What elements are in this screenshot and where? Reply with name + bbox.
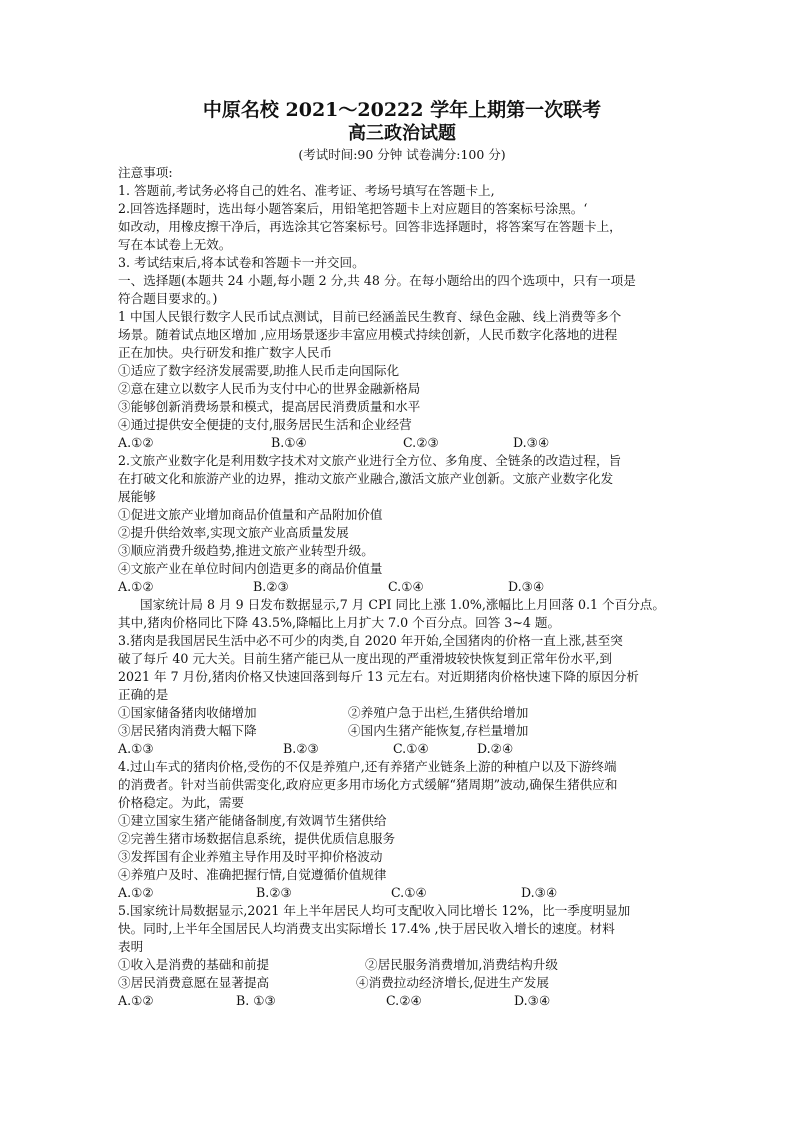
question-stem: 场景。随着试点地区增加 ,应用场景逐步丰富应用模式持续创新，人民币数字化落地的进程 bbox=[118, 327, 618, 342]
note-line: 写在本试卷上无效。 bbox=[118, 237, 232, 252]
option-d: D.②④ bbox=[477, 741, 514, 756]
option-d: D.③④ bbox=[521, 885, 558, 900]
question-item: ②提升供给效率,实现文旅产业高质量发展 bbox=[118, 525, 349, 540]
option-c: C.②③ bbox=[403, 435, 439, 450]
question-item: ④国内生猪产能恢复,存栏量增加 bbox=[348, 723, 529, 738]
answer-options bbox=[118, 578, 678, 596]
question-3 bbox=[118, 632, 678, 758]
note-line: 如改动，用橡皮擦干净后，再选涂其它答案标号。回答非选择题时，将答案写在答题卡上， bbox=[118, 219, 622, 234]
section-heading bbox=[118, 272, 678, 308]
answer-options bbox=[118, 740, 678, 758]
question-item: ④通过提供安全便捷的支付,服务居民生活和企业经营 bbox=[118, 417, 412, 432]
question-item-row bbox=[118, 722, 678, 740]
note-line: 1. 答题前,考试务必将自己的姓名、准考证、考场号填写在答题卡上, bbox=[118, 183, 495, 198]
option-b: B. ①③ bbox=[236, 993, 276, 1008]
material bbox=[118, 596, 678, 632]
option-c: C.①④ bbox=[393, 741, 429, 756]
exam-page bbox=[118, 98, 678, 1010]
note-line: 2.回答选择题时，选出每小题答案后，用铅笔把答题卡上对应题目的答案标号涂黑。‘ bbox=[118, 201, 588, 216]
question-stem: 3.猪肉是我国居民生活中必不可少的肉类,自 2020 年开始,全国猪肉的价格一直上涨,甚至突 bbox=[118, 633, 623, 648]
question-4 bbox=[118, 758, 678, 902]
question-1 bbox=[118, 308, 678, 452]
question-item: ①收入是消费的基础和前提 bbox=[118, 957, 270, 972]
question-stem: 在打破文化和旅游产业的边界，推动文旅产业融合,激活文旅产业创新。文旅产业数字化发 bbox=[118, 471, 614, 486]
question-stem: 2.文旅产业数字化是利用数字技术对文旅产业进行全方位、多角度、全链条的改造过程，旨 bbox=[118, 453, 622, 468]
question-item: ④文旅产业在单位时间内创造更多的商品价值量 bbox=[118, 561, 383, 576]
question-item: ④养殖户及时、准确把握行情,自觉遵循价值规律 bbox=[118, 867, 387, 882]
question-stem: 破了每斤 40 元大关。目前生猪产能已从一度出现的严重滑坡较快恢复到正常年份水平,到 bbox=[118, 651, 613, 666]
question-item: ②意在建立以数字人民币为支付中心的世界金融新格局 bbox=[118, 381, 421, 396]
question-stem: 4.过山车式的猪肉价格,受伤的不仅是养殖户,还有养猪产业链条上游的种植户以及下游终端 bbox=[118, 759, 617, 774]
exam-title: 中原名校 2021～20222 学年上期第一次联考 bbox=[202, 99, 602, 121]
option-a: A.①② bbox=[118, 435, 154, 450]
question-item: ②完善生猪市场数据信息系统，提供优质信息服务 bbox=[118, 831, 396, 846]
option-a: A.①② bbox=[118, 579, 154, 594]
option-b: B.②③ bbox=[253, 579, 289, 594]
question-item-row bbox=[118, 974, 678, 992]
question-item: ①建立国家生猪产能储备制度,有效调节生猪供给 bbox=[118, 813, 387, 828]
question-stem: 价格稳定。为此，需要 bbox=[118, 795, 244, 810]
question-stem: 正在加快。央行研发和推广数字人民币 bbox=[118, 345, 333, 360]
option-d: D.③④ bbox=[514, 993, 551, 1008]
question-item-row bbox=[118, 956, 678, 974]
question-item: ①适应了数字经济发展需要,助推人民币走向国际化 bbox=[118, 363, 400, 378]
question-stem: 2021 年 7 月份,猪肉价格又快速回落到每斤 13 元左右。对近期猪肉价格快速下降的原因分析 bbox=[118, 669, 639, 684]
option-c: C.①④ bbox=[391, 885, 427, 900]
option-b: B.①④ bbox=[271, 435, 307, 450]
question-stem: 正确的是 bbox=[118, 687, 169, 702]
question-5 bbox=[118, 902, 678, 1010]
question-item-row bbox=[118, 704, 678, 722]
option-b: B.②③ bbox=[256, 885, 292, 900]
option-a: A.①② bbox=[118, 993, 154, 1008]
question-item: ①国家储备猪肉收储增加 bbox=[118, 705, 257, 720]
question-stem: 表明 bbox=[118, 939, 144, 954]
question-stem: 5.国家统计局数据显示,2021 年上半年居民人均可支配收入同比增长 12%，比一季度明显加 bbox=[118, 903, 631, 918]
material-line: 国家统计局 8 月 9 日发布数据显示,7 月 CPI 同比上涨 1.0%,涨幅比上月回落 0.1 个百分点。 bbox=[140, 597, 665, 612]
question-item: ③能够创新消费场景和模式，提高居民消费质量和水平 bbox=[118, 399, 421, 414]
option-d: D.③④ bbox=[508, 579, 545, 594]
option-b: B.②③ bbox=[283, 741, 319, 756]
exam-subject: 高三政治试题 bbox=[348, 123, 456, 144]
material-line: 其中,猪肉价格同比下降 43.5%,降幅比上月扩大 7.0 个百分点。回答 3~4 题。 bbox=[118, 615, 561, 630]
answer-options bbox=[118, 992, 678, 1010]
question-stem: 的消费者。针对当前供需变化,政府应更多用市场化方式缓解“猪周期”波动,确保生猪供应和 bbox=[118, 777, 618, 792]
note-line: 3. 考试结束后,将本试卷和答题卡一并交回。 bbox=[118, 255, 365, 270]
exam-info: (考试时间:90 分钟 试卷满分:100 分) bbox=[298, 147, 506, 162]
question-stem: 快。同时,上半年全国居民人均消费支出实际增长 17.4% ,快于居民收入增长的速度。材料 bbox=[118, 921, 615, 936]
section-line: 符合题目要求的。) bbox=[118, 291, 218, 306]
option-c: C.①④ bbox=[388, 579, 424, 594]
question-item: ②居民服务消费增加,消费结构升级 bbox=[365, 957, 558, 972]
question-item: ③居民消费意愿在显著提高 bbox=[118, 975, 270, 990]
question-item: ④消费拉动经济增长,促进生产发展 bbox=[356, 975, 549, 990]
notes bbox=[118, 164, 678, 272]
section-line: 一、选择题(本题共 24 小题,每小题 2 分,共 48 分。在每小题给出的四个选项中，只有一项是 bbox=[118, 273, 636, 288]
option-c: C.②④ bbox=[386, 993, 422, 1008]
question-item: ③发挥国有企业养殖主导作用及时平抑价格波动 bbox=[118, 849, 383, 864]
question-item: ③顺应消费升级趋势,推进文旅产业转型升级。 bbox=[118, 543, 374, 558]
question-item: ③居民猪肉消费大幅下降 bbox=[118, 723, 257, 738]
option-a: A.①② bbox=[118, 885, 154, 900]
option-d: D.③④ bbox=[513, 435, 550, 450]
option-a: A.①③ bbox=[118, 741, 154, 756]
question-2 bbox=[118, 452, 678, 596]
answer-options bbox=[118, 884, 678, 902]
question-item: ②养殖户急于出栏,生猪供给增加 bbox=[348, 705, 529, 720]
notes-heading: 注意事项: bbox=[118, 165, 173, 180]
answer-options bbox=[118, 434, 678, 452]
question-stem: 展能够 bbox=[118, 489, 156, 504]
question-stem: 1 中国人民银行数字人民币试点测试，目前已经涵盖民生教育、绿色金融、线上消费等多个 bbox=[118, 309, 622, 324]
question-item: ①促进文旅产业增加商品价值量和产品附加价值 bbox=[118, 507, 383, 522]
